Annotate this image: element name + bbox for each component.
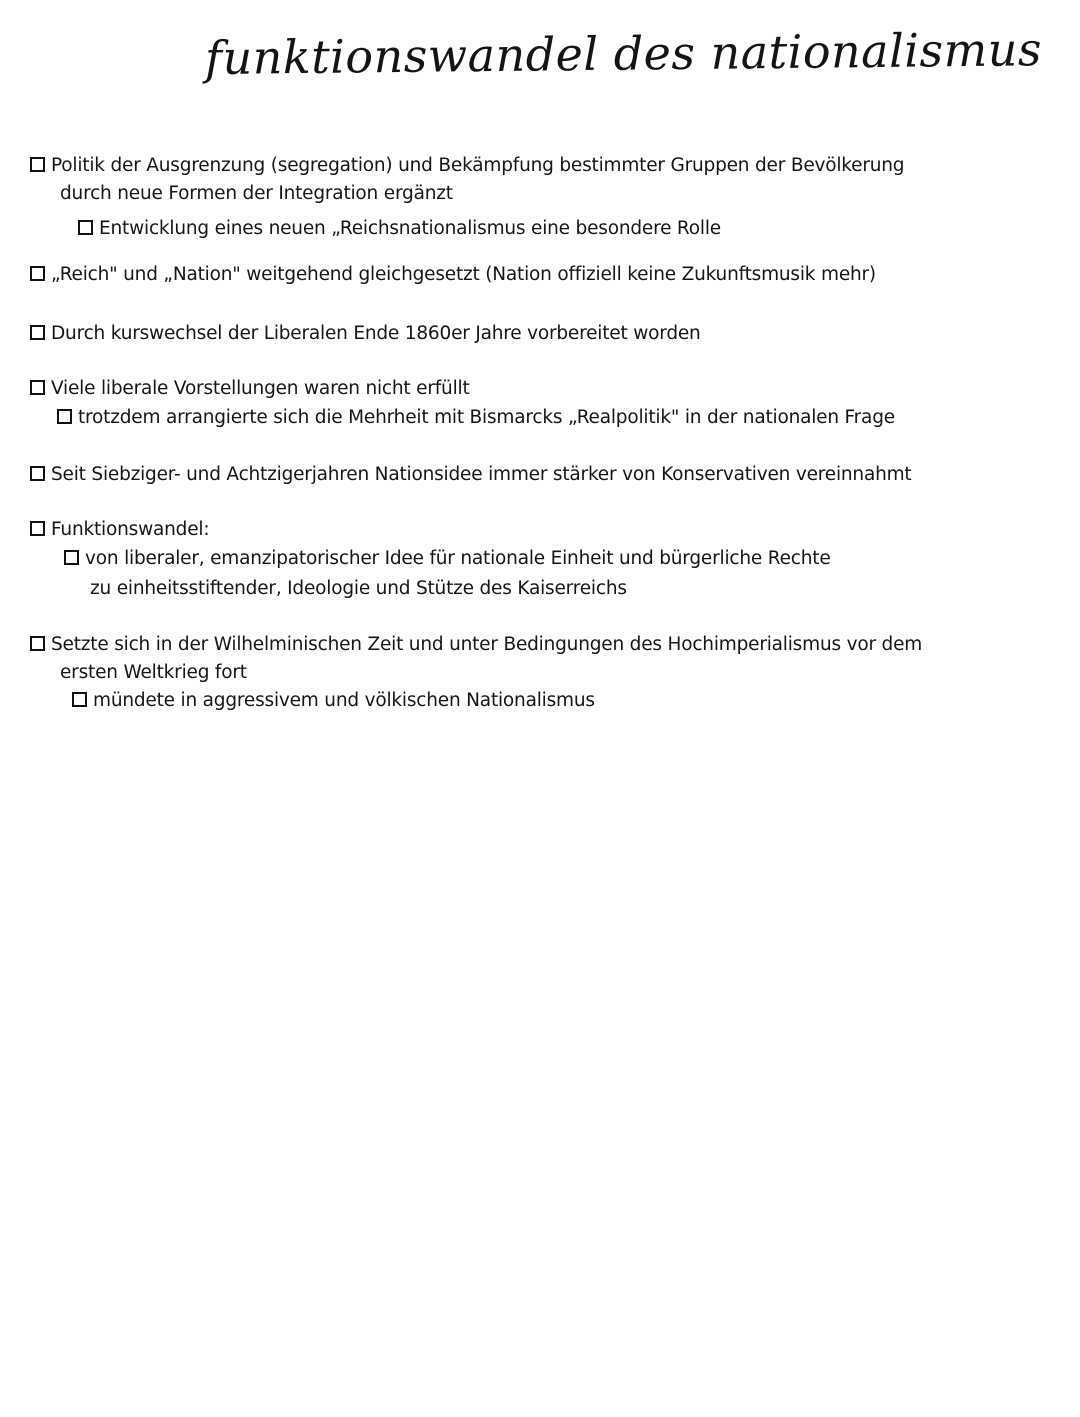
note-text: Viele liberale Vorstellungen waren nicht erfüllt — [51, 378, 470, 399]
note-text: von liberaler, emanzipatorischer Idee für nationale Einheit und bürgerliche Rechte — [85, 548, 831, 569]
list-item — [30, 321, 701, 347]
note-text: Setzte sich in der Wilhelminischen Zeit und unter Bedingungen des Hochimperialismus vor dem — [51, 634, 923, 655]
list-item-nested — [78, 216, 721, 242]
note-text: ersten Weltkrieg fort — [60, 662, 247, 683]
note-text: mündete in aggressivem und völkischen Nationalismus — [93, 690, 595, 711]
checkbox-icon — [30, 466, 45, 481]
checkbox-icon — [30, 157, 45, 172]
note-text: durch neue Formen der Integration ergänzt — [60, 183, 453, 204]
note-text: Funktionswandel: — [51, 519, 210, 540]
checkbox-icon — [30, 380, 45, 395]
list-item-continuation — [60, 181, 453, 207]
checkbox-icon — [57, 409, 72, 424]
list-item — [30, 376, 470, 402]
note-text: Durch kurswechsel der Liberalen Ende 1860er Jahre vorbereitet worden — [51, 323, 701, 344]
checkbox-icon — [72, 692, 87, 707]
list-item-nested — [64, 546, 831, 572]
checkbox-icon — [30, 325, 45, 340]
list-item-nested — [72, 688, 595, 714]
note-text: trotzdem arrangierte sich die Mehrheit mit Bismarcks „Realpolitik" in der nationalen Frage — [78, 407, 895, 428]
checkbox-icon — [30, 636, 45, 651]
list-item — [30, 517, 209, 543]
note-text: Entwicklung eines neuen „Reichsnationalismus eine besondere Rolle — [99, 218, 721, 239]
list-item — [30, 262, 876, 288]
note-text: Politik der Ausgrenzung (segregation) und Bekämpfung bestimmter Gruppen der Bevölkerung — [51, 155, 905, 176]
note-text: „Reich" und „Nation" weitgehend gleichgesetzt (Nation offiziell keine Zukunftsmusik mehr) — [51, 264, 876, 285]
page-title: funktionswandel des nationalismus — [204, 22, 1043, 85]
checkbox-icon — [64, 550, 79, 565]
list-item — [30, 153, 904, 179]
list-item-continuation — [60, 660, 247, 686]
note-text: Seit Siebziger- und Achtzigerjahren Nationsidee immer stärker von Konservativen vereinnahmt — [51, 464, 912, 485]
list-item-continuation — [90, 576, 627, 602]
list-item-nested — [57, 405, 895, 431]
note-text: zu einheitsstiftender, Ideologie und Stütze des Kaiserreichs — [90, 578, 627, 599]
list-item — [30, 632, 922, 658]
checkbox-icon — [30, 521, 45, 536]
list-item — [30, 462, 911, 488]
checkbox-icon — [30, 266, 45, 281]
checkbox-icon — [78, 220, 93, 235]
